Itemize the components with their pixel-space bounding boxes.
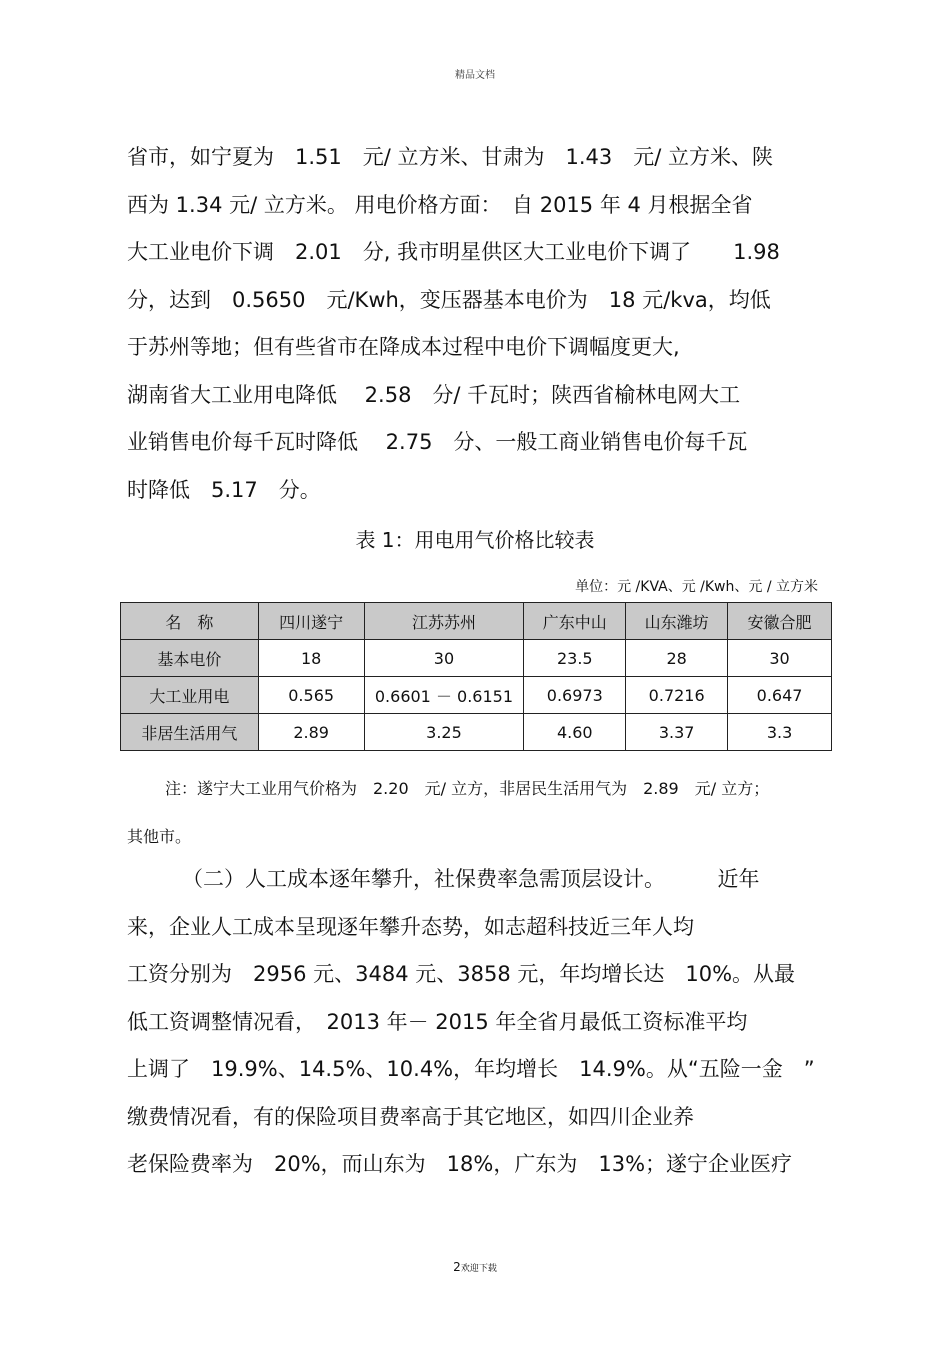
table-cell: 0.647 [728,677,832,714]
footer-text: 欢迎下载 [460,1264,497,1274]
table-cell: 4.60 [524,714,626,751]
table-cell: 18 [258,640,364,677]
text-line: 上调了 19.9%、14.5%、10.4%，年均增长 14.9%。从“五险一金 ” [127,1057,815,1081]
text-line: 老保险费率为 20%，而山东为 18%，广东为 13%；遂宁企业医疗 [127,1152,793,1176]
page-footer [0,1260,950,1274]
table-cell: 3.3 [728,714,832,751]
text-line: 缴费情况看，有的保险项目费率高于其它地区，如四川企业养 [127,1104,694,1129]
table-cell: 3.37 [626,714,728,751]
table-row [121,677,832,714]
text-line: 低工资调整情况看， 2013 年－ 2015 年全省月最低工资标准平均 [127,1009,748,1034]
table-cell: 0.6601 － 0.6151 [364,677,524,714]
header-cell: 安徽合肥 [728,603,832,640]
row-label: 基本电价 [121,640,259,677]
text-line: 西为 1.34 元/ 立方米。 用电价格方面： 自 2015 年 4 月根据全省 [127,192,753,217]
paragraph-2 [127,856,827,1189]
page-header: 精品文档 [455,70,495,81]
table-cell: 2.89 [258,714,364,751]
table-cell: 30 [364,640,524,677]
header-cell: 四川遂宁 [258,603,364,640]
table-row [121,640,832,677]
table-note-continued: 其他市。 [127,827,192,846]
header-cell: 广东中山 [524,603,626,640]
table-cell: 3.25 [364,714,524,751]
page-number: 2 [453,1260,461,1274]
text-line: 湖南省大工业用电降低 2.58 分/ 千瓦时；陕西省榆林电网大工 [127,382,741,407]
table-cell: 30 [728,640,832,677]
text-line: 来，企业人工成本呈现逐年攀升态势，如志超科技近三年人均 [127,914,694,939]
table-cell: 0.7216 [626,677,728,714]
header-cell: 名 称 [121,603,259,640]
table-cell: 0.565 [258,677,364,714]
text-line: 时降低 5.17 分。 [127,477,321,502]
text-line: 大工业电价下调 2.01 分, 我市明星供区大工业电价下调了 1.98 [127,240,780,264]
paragraph-1 [127,134,827,514]
text-line: 省市，如宁夏为 1.51 元/ 立方米、甘肃为 1.43 元/ 立方米、陕 [127,145,774,169]
table-caption: 表 1：用电用气价格比较表 [355,528,595,552]
text-line: 业销售电价每千瓦时降低 2.75 分、一般工商业销售电价每千瓦 [127,430,748,454]
text-line: 分，达到 0.5650 元/Kwh，变压器基本电价为 18 元/kva，均低 [127,287,771,312]
row-label: 非居生活用气 [121,714,259,751]
row-label: 大工业用电 [121,677,259,714]
table-cell: 28 [626,640,728,677]
price-comparison-table [120,602,832,751]
text-line: 工资分别为 2956 元、3484 元、3858 元，年均增长达 10%。从最 [127,962,796,986]
text-line: 于苏州等地；但有些省市在降成本过程中电价下调幅度更大, [127,335,680,359]
table-row [121,714,832,751]
table-header-row [121,603,832,640]
table-unit: 单位：元 /KVA、元 /Kwh、元 / 立方米 [575,579,818,595]
table-note: 注：遂宁大工业用气价格为 2.20 元/ 立方，非居民生活用气为 2.89 元/ 立方； [165,779,770,798]
header-cell: 江苏苏州 [364,603,524,640]
table-cell: 0.6973 [524,677,626,714]
header-cell: 山东潍坊 [626,603,728,640]
table-cell: 23.5 [524,640,626,677]
text-line: （二）人工成本逐年攀升，社保费率急需顶层设计。 近年 [182,867,760,891]
